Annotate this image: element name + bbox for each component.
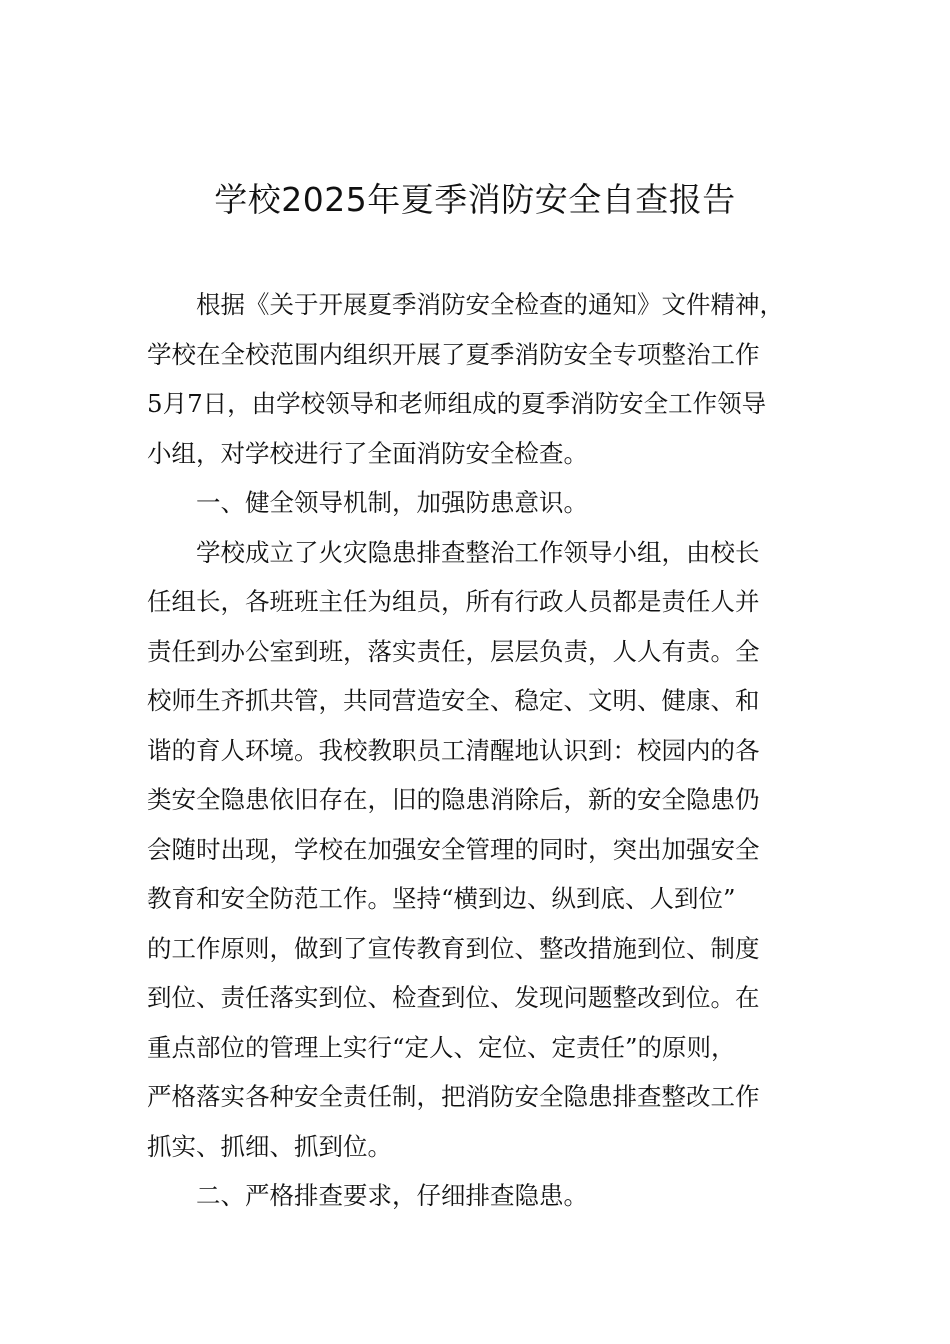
- body-line: 谐的育人环境。我校教职员工清醒地认识到：校园内的各: [147, 735, 760, 765]
- body-line: 会随时出现，学校在加强安全管理的同时，突出加强安全: [147, 834, 760, 864]
- body-line: 严格落实各种安全责任制，把消防安全隐患排查整改工作: [147, 1082, 760, 1111]
- body-line: 学校在全校范围内组织开展了夏季消防安全专项整治工作: [147, 339, 760, 369]
- body-line: 5月7日，由学校领导和老师组成的夏季消防安全工作领导: [147, 389, 767, 418]
- document-body: [147, 280, 809, 1221]
- body-line: 重点部位的管理上实行“定人、定位、定责任”的原则，: [147, 1032, 736, 1062]
- body-line: 小组，对学校进行了全面消防安全检查。: [147, 438, 588, 468]
- body-line: 责任到办公室到班，落实责任，层层负责，人人有责。全: [147, 636, 760, 666]
- body-line: 任组长，各班班主任为组员，所有行政人员都是责任人并: [147, 587, 760, 616]
- body-line: 抓实、抓细、抓到位。: [147, 1131, 392, 1161]
- section-heading-2: 二、严格排查要求，仔细排查隐患。: [196, 1181, 588, 1210]
- body-line: 到位、责任落实到位、检查到位、发现问题整改到位。在: [147, 983, 760, 1012]
- body-line: 类安全隐患依旧存在，旧的隐患消除后，新的安全隐患仍: [147, 785, 760, 814]
- body-line: 校师生齐抓共管，共同营造安全、稳定、文明、健康、和: [147, 686, 760, 715]
- section-heading-1: 一、健全领导机制，加强防患意识。: [196, 488, 588, 517]
- body-line: 学校成立了火灾隐患排查整治工作领导小组，由校长: [196, 537, 760, 567]
- body-line: 教育和安全防范工作。坚持“横到边、纵到底、人到位”: [147, 884, 736, 913]
- body-line: 根据《关于开展夏季消防安全检查的通知》文件精神，: [196, 290, 784, 319]
- document-title: 学校2025年夏季消防安全自查报告: [214, 180, 736, 219]
- body-line: 的工作原则，做到了宣传教育到位、整改措施到位、制度: [147, 933, 760, 963]
